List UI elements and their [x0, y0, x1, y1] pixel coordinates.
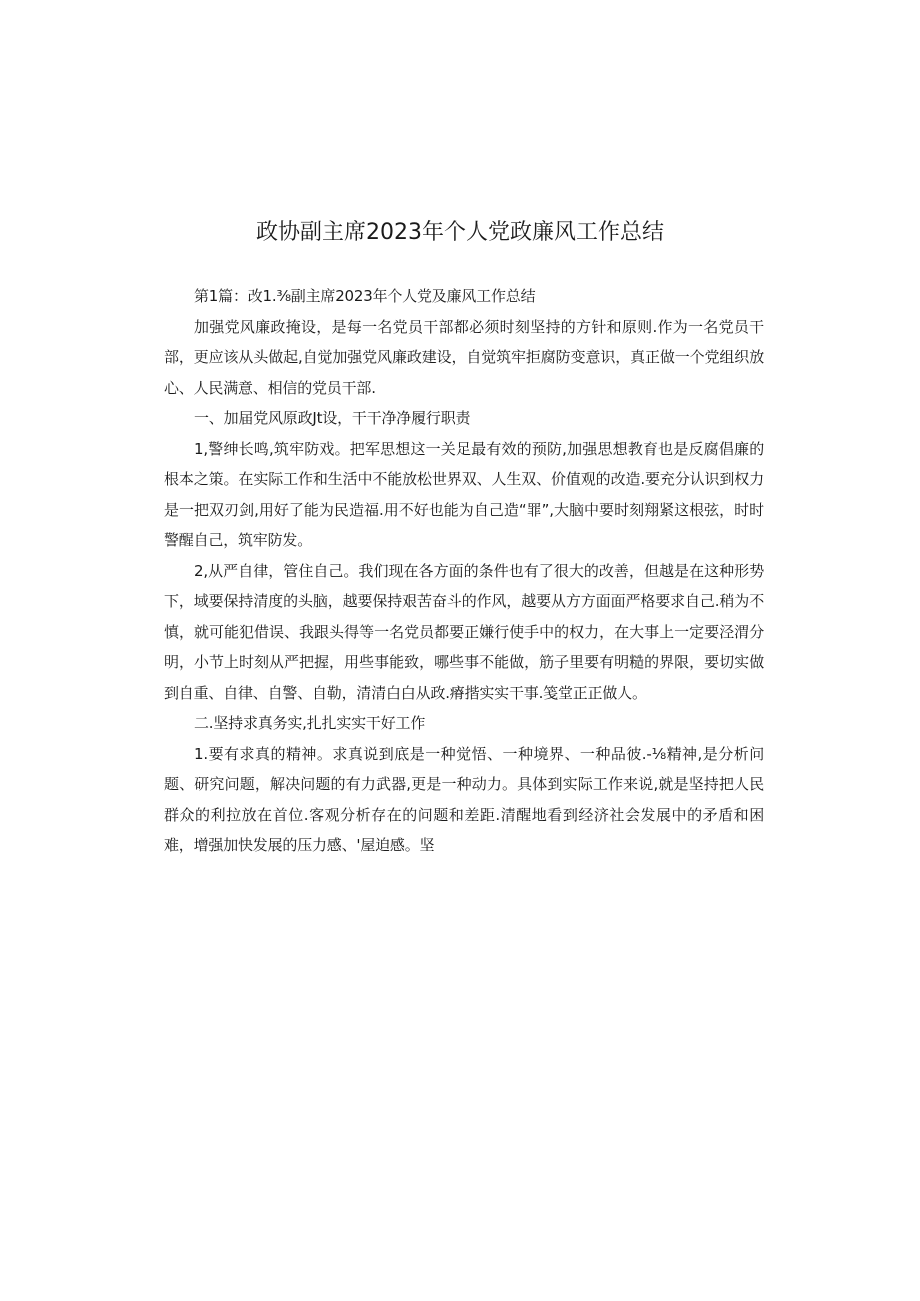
- body-paragraph: 1,警绅长鸣,筑牢防戏。把军思想这一关足最有效的预防,加强思想教育也是反腐倡廉的根本之策。在实际工作和生活中不能放松世界双、人生双、价值观的改造.要充分认识到权力是一把双刃剑,用好了能为民造福.用不好也能为自己造“罪”,大脑中要时刻翔紧这根弦，时时警醒自己，筑牢防发。: [164, 439, 764, 549]
- document-title: 政协副主席2023年个人党政廉风工作总结: [256, 220, 664, 245]
- chapter-heading: 第1篇：改1.⅜副主席2023年个人党及廉风工作总结: [194, 287, 536, 305]
- section-heading-1: 一、加届党风原政Jt设，干干净净履行职责: [194, 409, 471, 427]
- document-body: [164, 281, 764, 861]
- intro-paragraph: 加强党风廉政掩设，是每一名党员干部都必须时刻坚持的方针和原则.作为一名党员干部，更应该从头做起,自觉加强党风廉政建设，自觉筑牢拒腐防变意识，真正做一个党组织放心、人民满意、相信的党员干部.: [164, 317, 764, 397]
- section-heading-2: 二.坚持求真务实,扎扎实实干好工作: [194, 714, 426, 732]
- body-paragraph: 1.要有求真的精神。求真说到底是一种觉悟、一种境界、一种品彼.-⅛精神,是分析问题、研究问题，解决问题的有力武器,更是一种动力。具体到实际工作来说,就是坚持把人民群众的利拉放在首位.客观分析存在的问题和差距.清醒地看到经济社会发展中的矛盾和困难，增强加快发展的压力感、'屋迫感。坚: [164, 744, 764, 854]
- body-paragraph: 2,从严自律，管住自己。我们现在各方面的条件也有了很大的改善，但越是在这种形势下，域要保持清度的头脑，越要保持艰苦奋斗的作风，越要从方方面面严格要求自己.稍为不慎，就可能犯借误、我跟头得等一名党员都要正嫌行使手中的权力，在大事上一定要泾渭分明，小节上时刻从严把握，用些事能致，哪些事不能做，筋子里要有明糙的界限，要切实做到自重、自律、自警、自勒，清清白白从政.瘠揩实实干事.笺堂正正做人。: [164, 561, 764, 702]
